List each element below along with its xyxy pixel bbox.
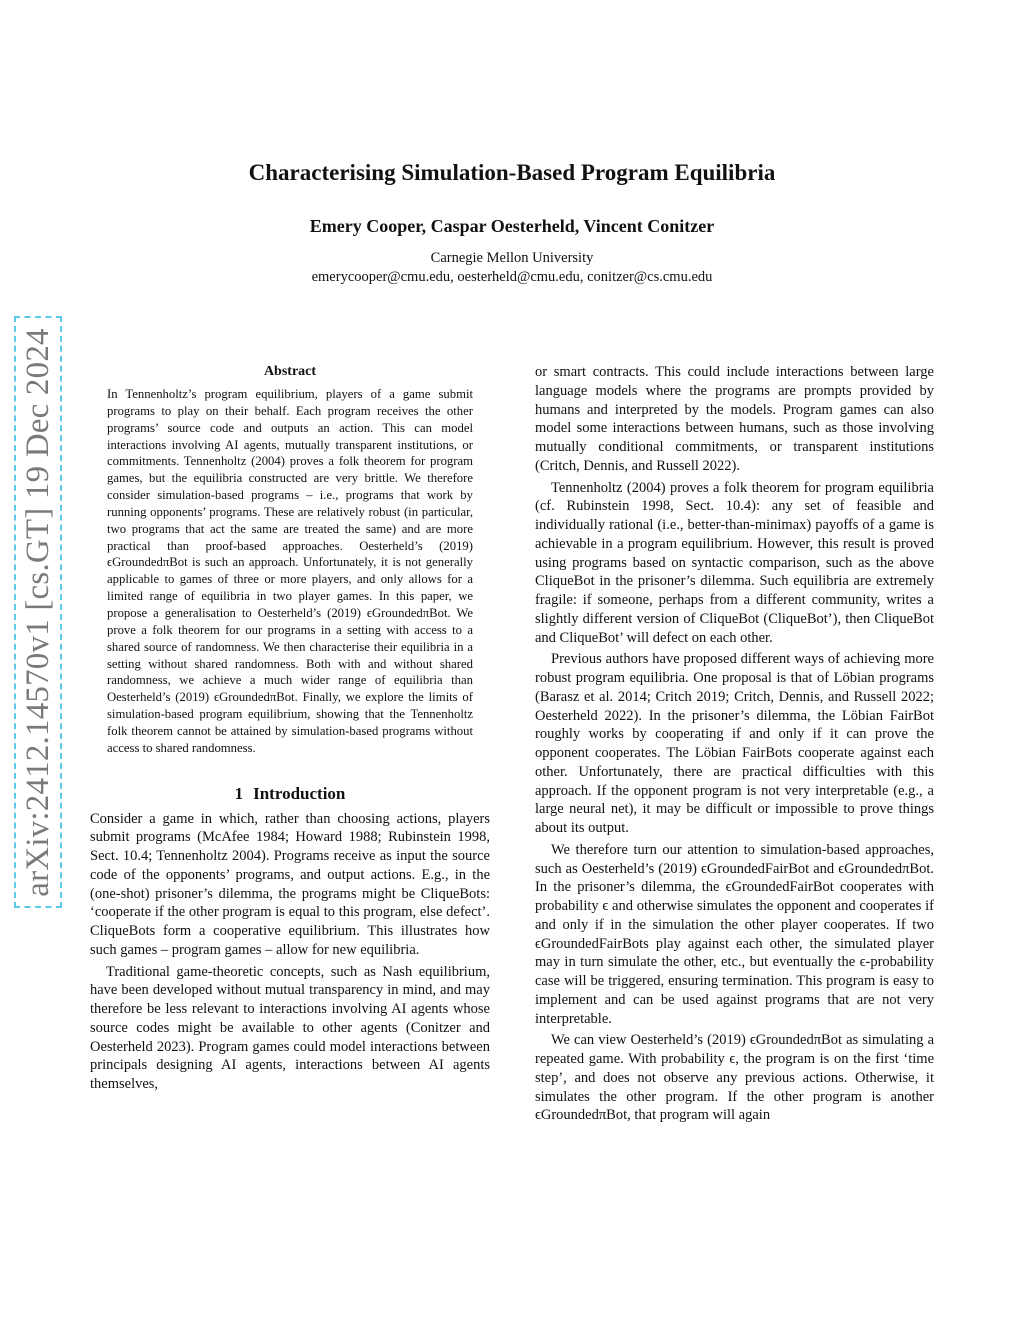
author-list: Emery Cooper, Caspar Oesterheld, Vincent Conitzer (309, 216, 715, 236)
abstract-body: In Tennenholtz’s program equilibrium, players of a game submit programs to play on their behalf. Each program receives the other programs’ source code and outputs an action. This can model interactions involving AI agents, mutually transparent institutions, or commitments. Tennenholtz (2004) proves a folk theorem for program games, but the equilibria constructed are very brittle. We therefore consider simulation-based programs – i.e., programs that work by running opponents’ programs. These are relatively robust (in particular, two programs that act the same are treated the same) and are more practical than proof-based approaches. Oesterheld’s (2019) ϵGroundedπBot is such an approach. Unfortunately, it is not generally applicable to games of three or more players, and only allows for a limited range of equilibria in two player games. In this paper, we propose a generalisation to Oesterheld’s (2019) ϵGroundedπBot. We prove a folk theorem for our programs in a setting with access to a shared source of randomness. We then characterise their equilibria in a setting without shared randomness. Both with and without shared randomness, we achieve a much wider range of equilibria than Oesterheld’s (2019) ϵGroundedπBot. Finally, we explore the limits of simulation-based program equilibrium, showing that the Tennenholtz folk theorem cannot be attained by simulation-based programs without access to shared randomness. (107, 387, 473, 755)
paragraph: Tennenholtz (2004) proves a folk theorem for program equilibria (cf. Rubinstein 1998, Sect. 10.4): any set of feasible and individually rational (i.e., better-than-minimax) payoffs of a game is achievable in a program equilibrium. However, this result is proved using programs based on syntactic comparison, such as the above CliqueBot in the prisoner’s dilemma. Such equilibria are extremely fragile: if someone, perhaps from a different community, writes a slightly different version of CliqueBot (CliqueBot’), then CliqueBot and CliqueBot’ will defect on each other. (535, 479, 934, 646)
section-heading (90, 784, 490, 804)
paragraph: Consider a game in which, rather than choosing actions, players submit programs (McAfee 1984; Howard 1988; Rubinstein 1998, Sect. 10.4; Tennenholtz 2004). Programs receive as input the source code of the opponents’ programs, and output actions. E.g., in the (one-shot) prisoner’s dilemma, the programs might be CliqueBots: ‘cooperate if the other program is equal to this program, else defect’. CliqueBots form a cooperative equilibrium. This illustrates how such games – program games – allow for new equilibria. (90, 810, 490, 958)
section-number: 1 (234, 783, 244, 803)
paragraph: We therefore turn our attention to simulation-based approaches, such as Oesterheld’s (2019) ϵGroundedFairBot and ϵGroundedπBot. In the prisoner’s dilemma, the ϵGroundedFairBot cooperates with probability ϵ and otherwise simulates the opponent and cooperates if and only if in the simulation the other player cooperates. If two ϵGroundedFairBots play against each other, the simulated player may in turn simulate the other, etc., but eventually the ϵ-probability case will be triggered, ensuring termination. This program is easy to implement and can be used against programs that are not very interpretable. (535, 841, 934, 1027)
paper-title: Characterising Simulation-Based Program Equilibria (248, 160, 776, 185)
arxiv-stamp-text: arXiv:2412.14570v1 [cs.GT] 19 Dec 2024 (19, 327, 56, 897)
author-emails: emerycooper@cmu.edu, oesterheld@cmu.edu, conitzer@cs.cmu.edu (311, 269, 713, 285)
paragraph: or smart contracts. This could include interactions between large language models where the programs are prompts provided by humans and interpreted by the models. Program games can also model some interactions between humans, such as those involving mutually conditional commitments, or transparent institutions (Critch, Dennis, and Russell 2022). (535, 364, 934, 474)
paragraph: Previous authors have proposed different ways of achieving more robust program equilibria. One proposal is that of Löbian programs (Barasz et al. 2014; Critch 2019; Critch, Dennis, and Russell 2022; Oesterheld 2022). In the prisoner’s dilemma, the Löbian FairBot roughly works by cooperating if and only if it can prove the opponent cooperates. The Löbian FairBots cooperate against each other. Unfortunately, there are practical difficulties with this approach. If the opponent program is not very interpretable (e.g., a large neural net), it may be difficult or impossible to prove things about its output. (535, 651, 934, 836)
section-title: Introduction (253, 783, 346, 803)
affiliation-block (0, 249, 1024, 287)
paragraph: Traditional game-theoretic concepts, such as Nash equilibrium, have been developed without mutual transparency in mind, and may therefore be less relevant to interactions involving AI agents whose source codes might be available to other agents (Conitzer and Oesterheld 2023). Program games could model interactions between principals designing AI agents, interactions between AI agents themselves, (90, 963, 490, 1093)
abstract-heading: Abstract (263, 364, 317, 379)
arxiv-stamp (14, 316, 62, 908)
paragraph: We can view Oesterheld’s (2019) ϵGroundedπBot as simulating a repeated game. With probability ϵ, the program is on the first ‘time step’, and does not observe any previous actions. Otherwise, it simulates the other program. If the other program is another ϵGroundedπBot, that program will again (535, 1032, 934, 1124)
left-column (90, 364, 490, 1094)
affiliation: Carnegie Mellon University (430, 250, 594, 266)
right-column (535, 363, 934, 1125)
